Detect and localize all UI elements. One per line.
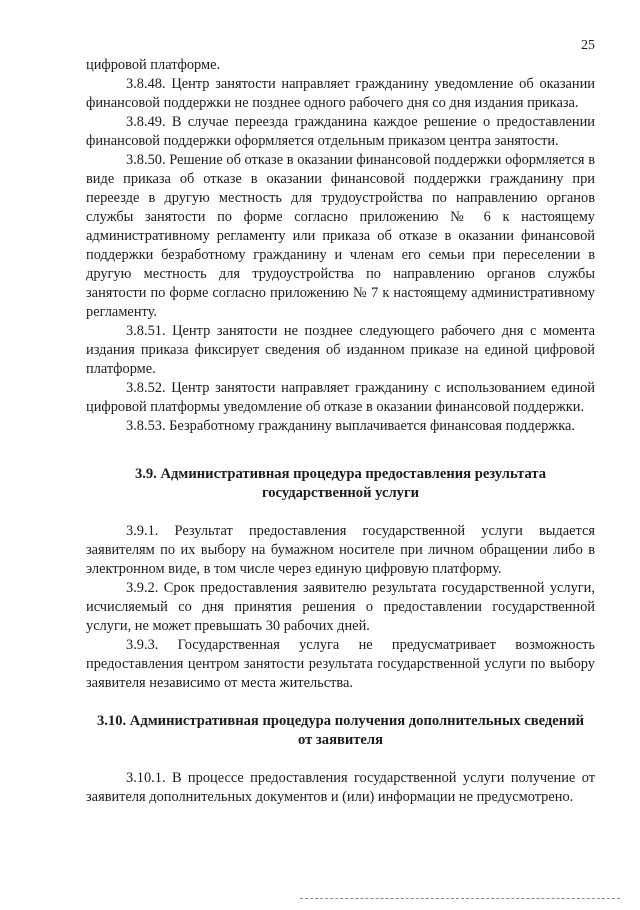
paragraph: 3.8.48. Центр занятости направляет гражданину уведомление об оказании финансовой поддержки не позднее одного рабочего дня со дня издания приказа.: [86, 76, 595, 111]
paragraph: 3.8.53. Безработному гражданину выплачивается финансовая поддержка.: [126, 418, 575, 434]
section-heading-line: государственной услуги: [261, 485, 420, 501]
paragraph: 3.9.2. Срок предоставления заявителю результата государственной услуги, исчисляемый со дня принятия решения о предоставлении государственной услуги, не может превышать 30 рабочих дней.: [86, 580, 595, 634]
scan-artifact-line: [300, 898, 620, 899]
section-heading-line: 3.9. Административная процедура предоставления результата: [134, 466, 547, 482]
section-heading: [86, 465, 595, 503]
paragraph: 3.9.3. Государственная услуга не предусматривает возможность предоставления центром занятости результата государственной услуги по выбору заявителя независимо от места жительства.: [86, 637, 595, 691]
paragraph: 3.8.51. Центр занятости не позднее следующего рабочего дня с момента издания приказа фиксирует сведения об изданном приказе на единой цифровой платформе.: [86, 323, 595, 377]
paragraph: 3.9.1. Результат предоставления государственной услуги выдается заявителям по их выбору на бумажном носителе при личном обращении либо в электронном виде, в том числе через единую цифровую платформу.: [86, 523, 595, 577]
paragraph: 3.8.50. Решение об отказе в оказании финансовой поддержки оформляется в виде приказа об отказе в оказании финансовой поддержки гражданину при переезде в другую местность для трудоустройства по направлению органов службы занятости по форме согласно приложению № 6 к настоящему административному регламенту или приказа об отказе в оказании финансовой поддержки безработному гражданину и членам его семьи при переселении в другую местность для трудоустройства по направлению органов службы занятости по форме согласно приложению № 7 к настоящему административному регламенту.: [86, 152, 595, 320]
document-body: [86, 56, 595, 807]
paragraph: 3.10.1. В процессе предоставления государственной услуги получение от заявителя дополнительных документов и (или) информации не предусмотрено.: [86, 770, 595, 805]
page-number: 25: [581, 38, 595, 53]
section-heading: [86, 712, 595, 750]
section-heading-line: от заявителя: [298, 732, 383, 748]
paragraph: 3.8.49. В случае переезда гражданина каждое решение о предоставлении финансовой поддержки оформляется отдельным приказом центра занятости.: [86, 114, 595, 149]
paragraph: 3.8.52. Центр занятости направляет гражданину с использованием единой цифровой платформы уведомление об отказе в оказании финансовой поддержки.: [86, 380, 595, 415]
paragraph: цифровой платформе.: [86, 57, 221, 73]
section-heading-line: 3.10. Административная процедура получения дополнительных сведений: [96, 713, 585, 729]
